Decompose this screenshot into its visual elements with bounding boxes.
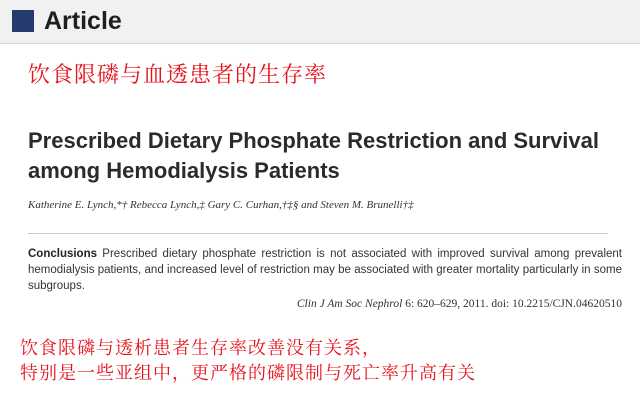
author-list: Katherine E. Lynch,*† Rebecca Lynch,‡ Gary C. Curhan,†‡§ and Steven M. Brunelli†‡ — [28, 199, 414, 211]
article-type-label: Article — [44, 7, 122, 35]
citation-details: 6: 620–629, 2011. doi: 10.2215/CJN.04620510 — [402, 298, 622, 310]
chinese-summary-line-2: 特别是一些亚组中，更严格的磷限制与死亡率升高有关 — [20, 363, 476, 384]
article-header-bar — [0, 0, 640, 44]
conclusions-label: Conclusions — [28, 248, 98, 260]
paper-title: Prescribed Dietary Phosphate Restriction and Survival among Hemodialysis Patients — [28, 128, 599, 183]
citation-line — [297, 297, 622, 311]
article-marker-square — [12, 10, 34, 32]
conclusions-text: Prescribed dietary phosphate restriction is not associated with improved survival among prevalent hemodialysis patients, and increased level of restriction may be associated with greater mortality particularly in some subgroups. — [28, 248, 622, 292]
header-divider — [0, 43, 640, 44]
conclusions-paragraph — [28, 246, 622, 294]
citation-journal: Clin J Am Soc Nephrol — [296, 298, 403, 310]
chinese-title-annotation: 饮食限磷与血透患者的生存率 — [28, 63, 328, 88]
section-divider — [28, 233, 608, 234]
chinese-summary-annotation — [20, 336, 476, 386]
chinese-summary-line-1: 饮食限磷与透析患者生存率改善没有关系， — [20, 338, 381, 359]
